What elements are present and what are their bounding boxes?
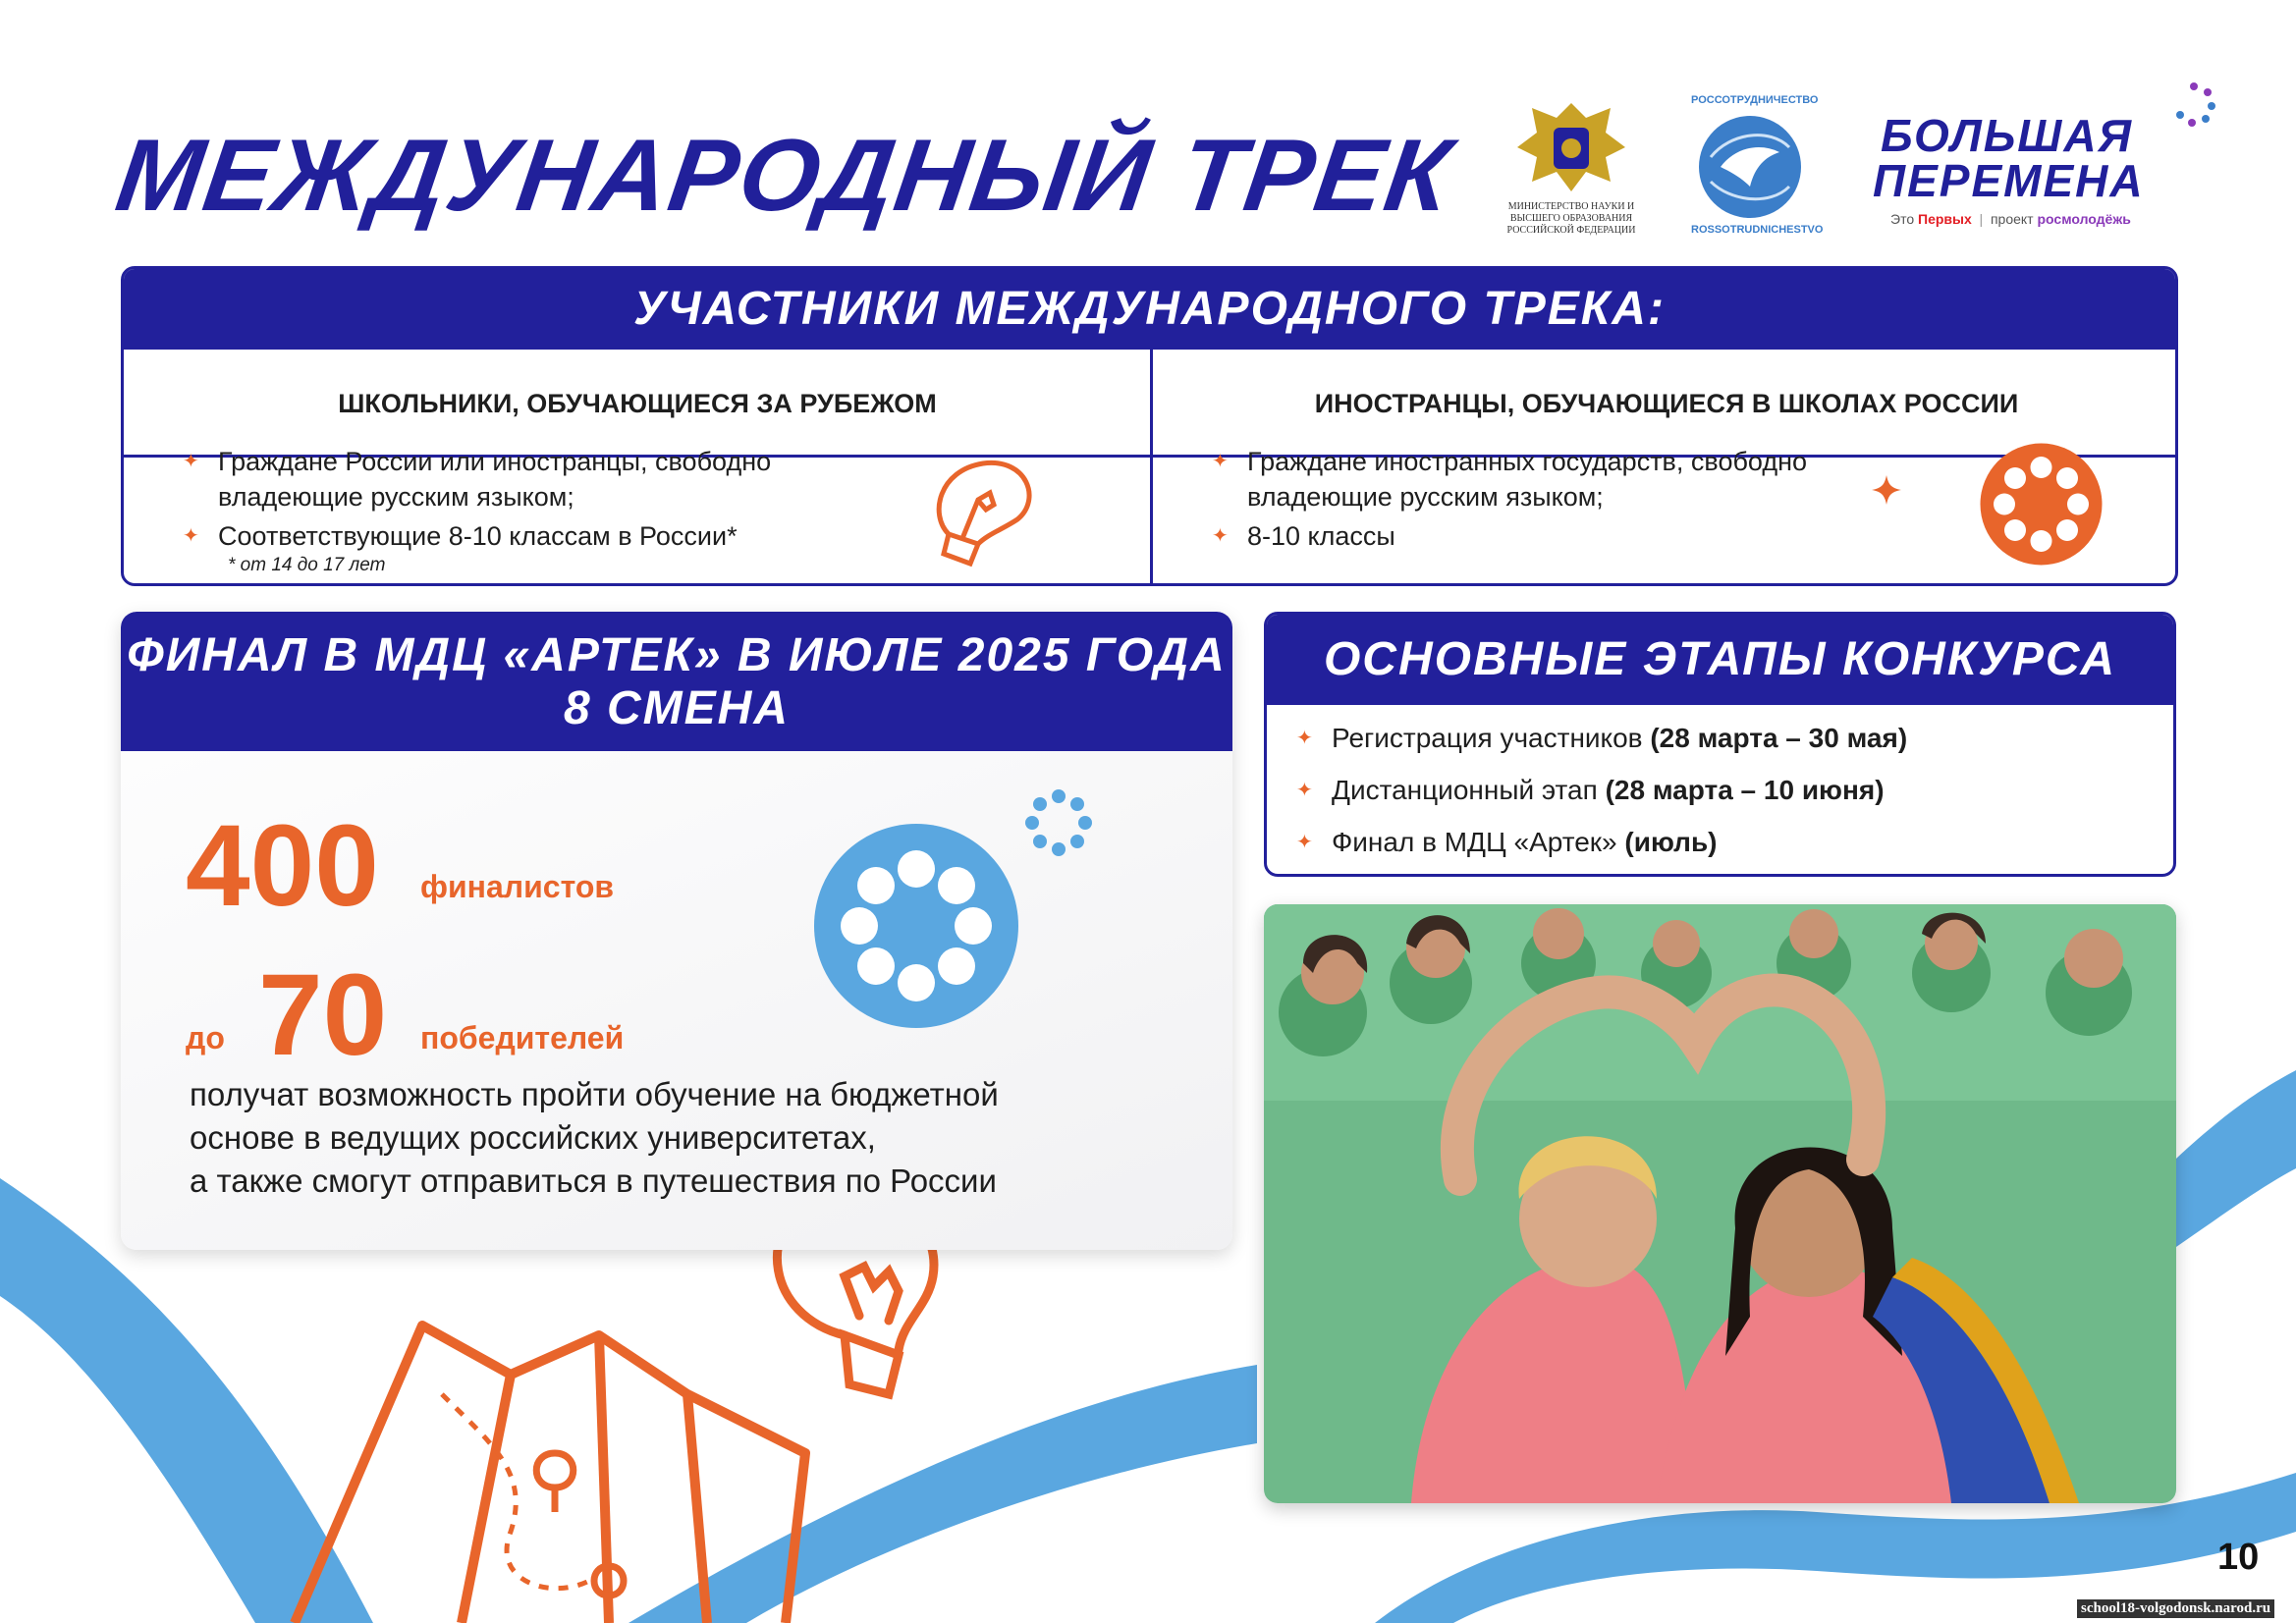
small-dots-icon (1024, 788, 1093, 857)
stage-item (1296, 773, 2141, 808)
bp-sub-pervye: Первых (1918, 211, 1972, 227)
right-bullets (1212, 444, 1899, 556)
sparkle-icon (1872, 475, 1901, 505)
winners-number: 70 (258, 950, 388, 1080)
right-column-heading: ИНОСТРАНЦЫ, ОБУЧАЮЩИЕСЯ В ШКОЛАХ РОССИИ (1153, 350, 2178, 458)
bp-sub-b: проект (1990, 211, 2034, 227)
stage-name: Финал в МДЦ «Артек» (1332, 827, 1617, 857)
stage-name: Дистанционный этап (1332, 775, 1598, 805)
list-item: ✦ Граждане иностранных государств, свободно владеющие русским языком; (1212, 444, 1899, 514)
participants-photo (1264, 904, 2176, 1503)
stages-card (1264, 612, 2176, 877)
final-title-line1: ФИНАЛ В МДЦ «АРТЕК» В ИЮЛЕ 2025 ГОДА (127, 629, 1227, 681)
stage-item (1296, 825, 2141, 860)
stages-title: ОСНОВНЫЕ ЭТАПЫ КОНКУРСА (1267, 615, 2173, 705)
desc-line: получат возможность пройти обучение на бюджетной (190, 1076, 999, 1112)
column-divider (1150, 350, 1153, 586)
lightbulb-icon (909, 446, 1047, 573)
stage-name: Регистрация участников (1332, 723, 1643, 753)
finalists-number: 400 (186, 801, 379, 931)
page-number: 10 (2217, 1537, 2260, 1578)
desc-line: а также смогут отправиться в путешествия по России (190, 1163, 997, 1199)
bolshaya-peremena-logo (1873, 110, 2145, 206)
upto-label: до (186, 1020, 225, 1055)
final-title (121, 612, 1232, 751)
participants-title: УЧАСТНИКИ МЕЖДУНАРОДНОГО ТРЕКА: (124, 269, 2175, 350)
rossotr-bottom-label: ROSSOTRUDNICHESTVO (1691, 224, 1824, 236)
left-column-heading: ШКОЛЬНИКИ, ОБУЧАЮЩИЕСЯ ЗА РУБЕЖОМ (124, 350, 1151, 458)
age-note: * от 14 до 17 лет (228, 555, 386, 575)
finalists-label: финалистов (420, 869, 615, 904)
ministry-emblem-icon (1512, 93, 1630, 201)
stage-dates: (28 марта – 10 июня) (1605, 775, 1885, 805)
left-bullets (183, 444, 811, 575)
blue-gear-icon (808, 818, 1024, 1034)
bp-line1: БОЛЬШАЯ (1881, 110, 2134, 161)
list-item: ✦ Граждане России или иностранцы, свободно владеющие русским языком; (183, 444, 811, 514)
final-title-line2: 8 СМЕНА (563, 682, 791, 734)
stage-dates: (28 марта – 30 мая) (1650, 723, 1908, 753)
orange-gear-icon (1975, 438, 2107, 570)
winners-label: победителей (420, 1020, 625, 1055)
bp-line2: ПЕРЕМЕНА (1873, 155, 2145, 206)
list-item: ✦ Соответствующие 8-10 классам в России* (183, 518, 811, 554)
desc-line: основе в ведущих российских университетах, (190, 1119, 876, 1156)
bp-sub-a: Это (1890, 211, 1915, 227)
stage-item (1296, 721, 2141, 756)
bp-subline: Это Первых | проект росмолодёжь (1890, 211, 2131, 227)
ministry-name: МИНИСТЕРСТВО НАУКИ И ВЫСШЕГО ОБРАЗОВАНИЯ РОССИЙСКОЙ ФЕДЕРАЦИИ (1506, 201, 1636, 236)
final-card (121, 612, 1232, 1250)
final-description (190, 1073, 1122, 1203)
page-title: МЕЖДУНАРОДНЫЙ ТРЕК (109, 119, 1459, 233)
list-item: ✦ 8-10 классы (1212, 518, 1899, 554)
source-watermark: school18-volgodonsk.narod.ru (2077, 1599, 2274, 1618)
bp-sub-rosmolodezh: росмолодёжь (2037, 211, 2131, 227)
rossotr-top-label: РОССОТРУДНИЧЕСТВО (1691, 94, 1819, 106)
rossotrudnichestvo-logo (1681, 94, 1824, 236)
participants-card (121, 266, 2178, 586)
stage-dates: (июль) (1624, 827, 1718, 857)
bp-dots-icon (2170, 81, 2217, 128)
stages-list (1296, 721, 2141, 877)
